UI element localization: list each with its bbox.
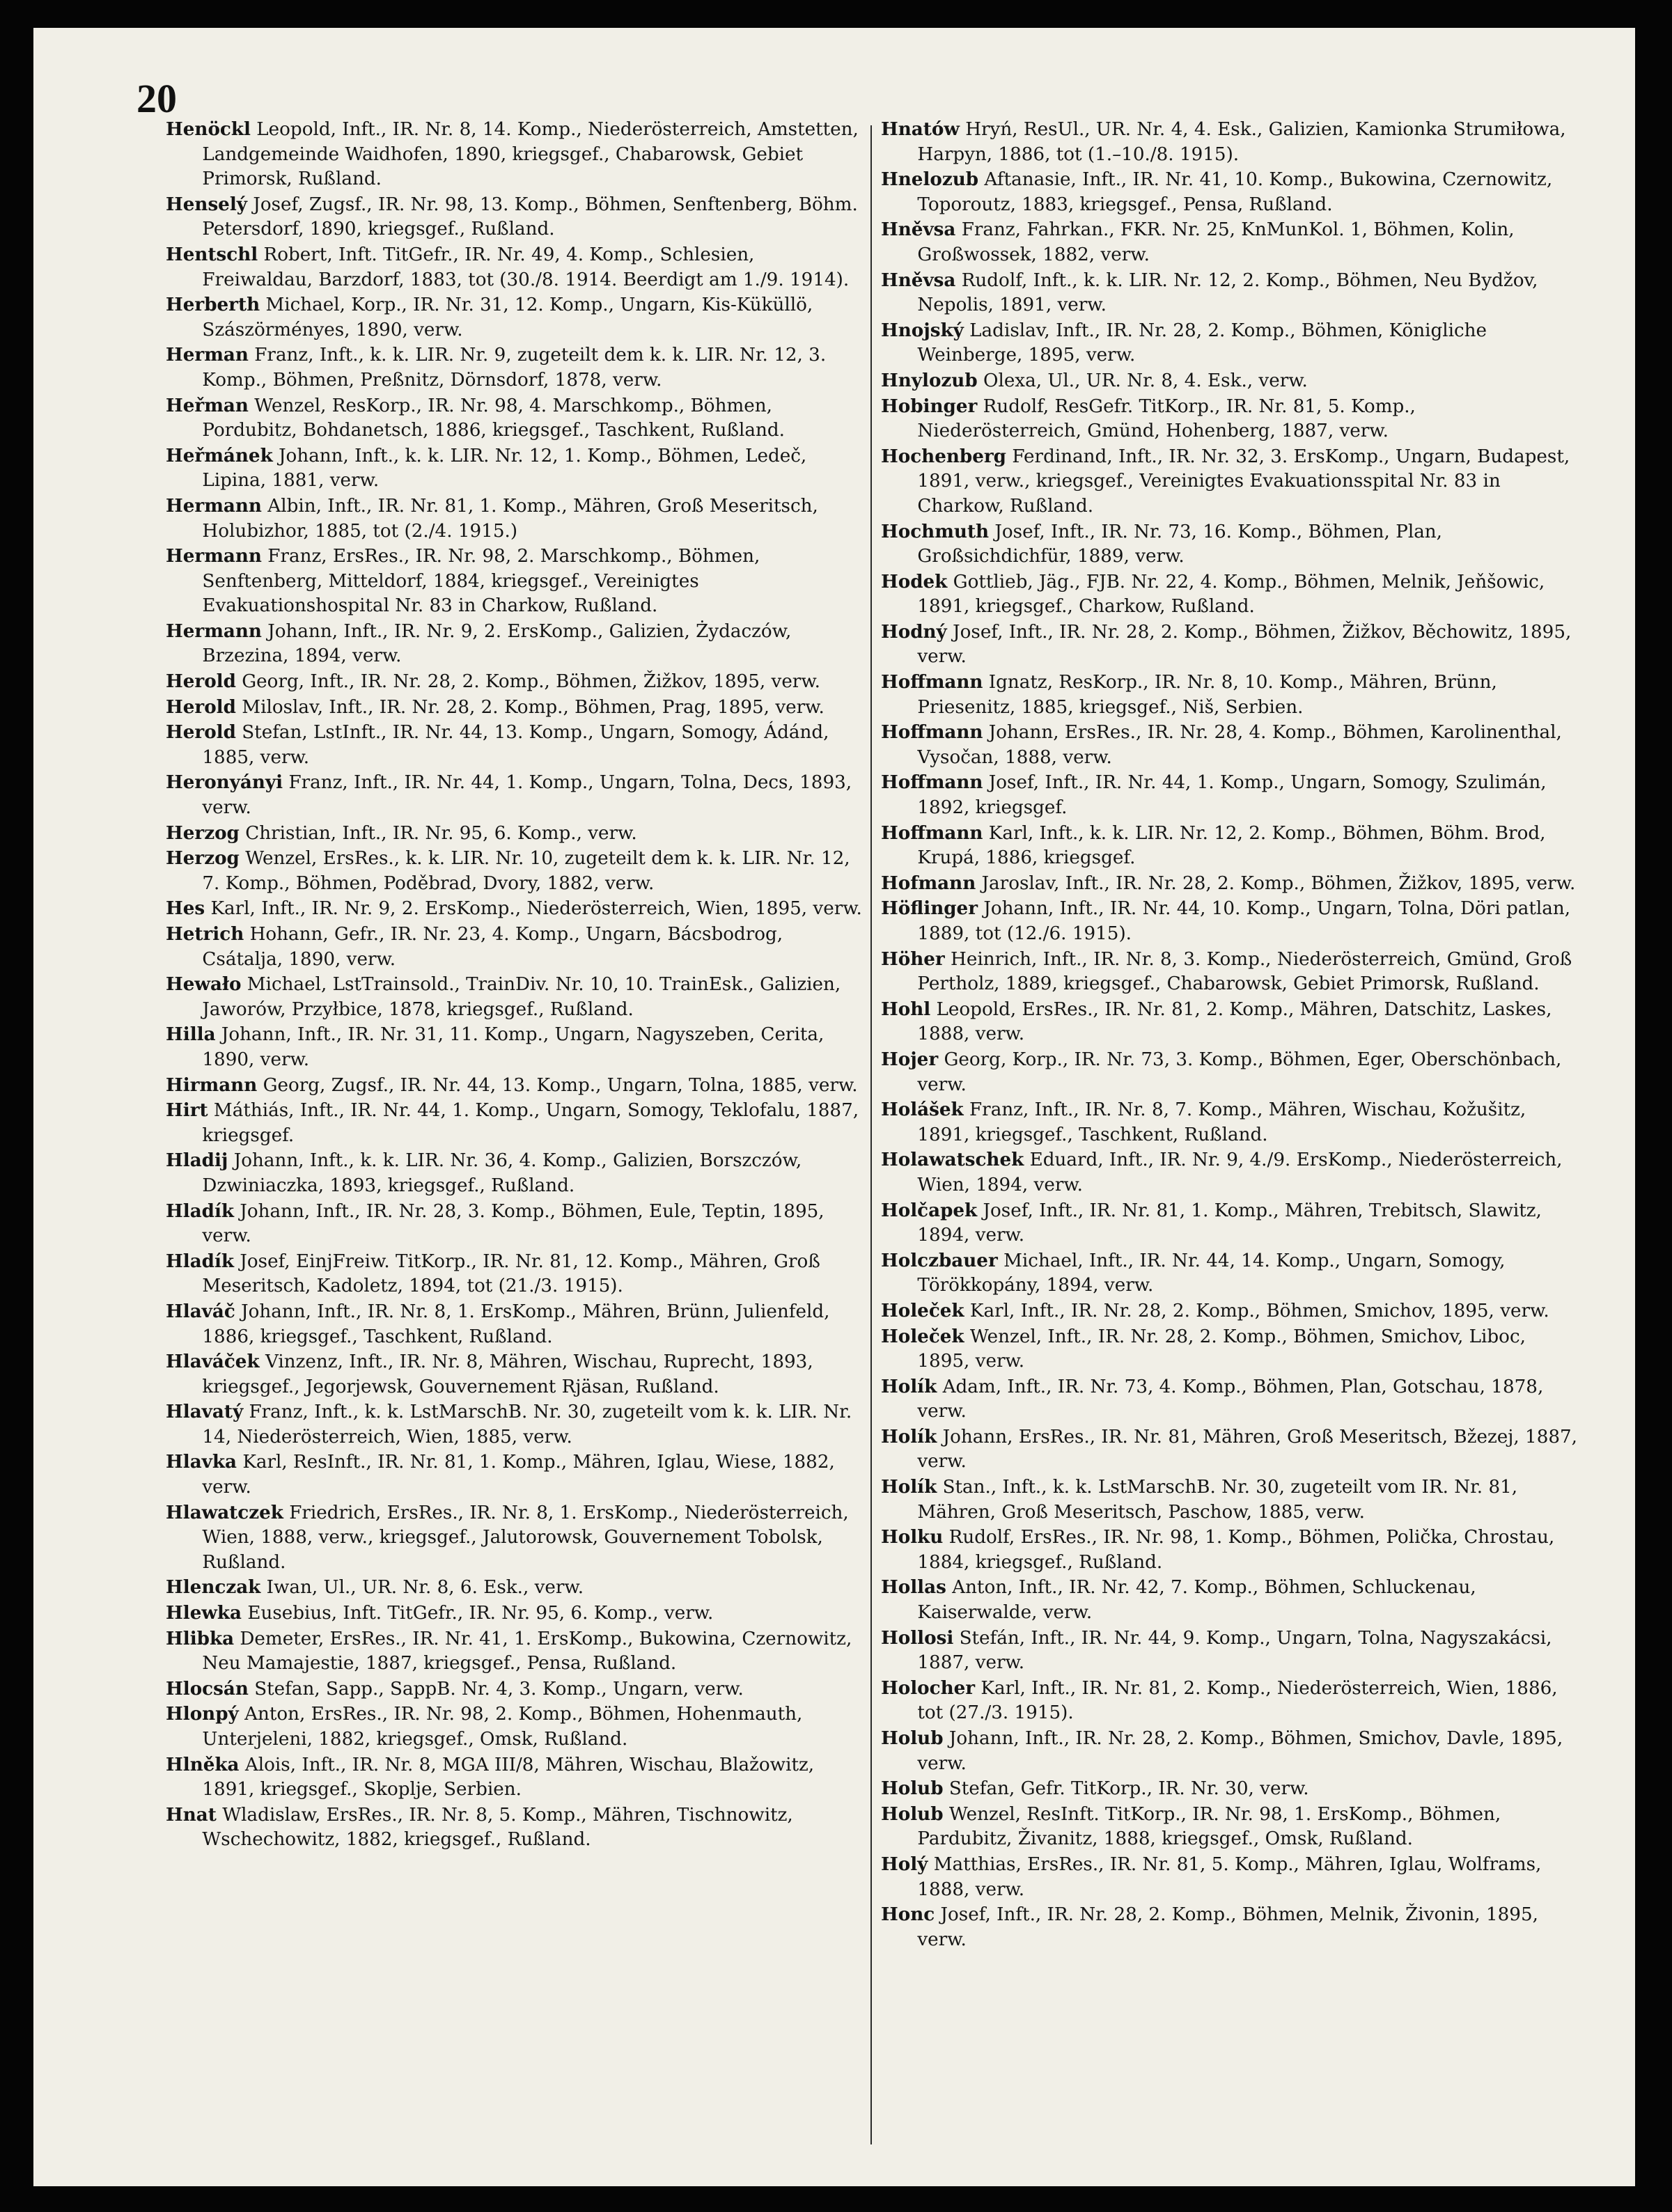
- entry-details: Friedrich, ErsRes., IR. Nr. 8, 1. ErsKomp., Niederösterreich, Wien, 1888, verw., kriegsgef., Jalutorowsk, Gouvernement Tobolsk, Rußland.: [202, 1502, 849, 1573]
- entry-details: Josef, Zugsf., IR. Nr. 98, 13. Komp., Böhmen, Senftenberg, Böhm. Petersdorf, 1890, kriegsgef., Rußland.: [202, 194, 858, 240]
- entry: [881, 1047, 1581, 1097]
- entry-surname: Hermann: [166, 620, 262, 642]
- entry-surname: Hirt: [166, 1099, 208, 1122]
- entry: [881, 620, 1581, 670]
- entry: [881, 1097, 1581, 1147]
- entry: [166, 1249, 866, 1299]
- entry: [881, 167, 1581, 217]
- entry: [881, 720, 1581, 770]
- entry-surname: Holczbauer: [881, 1249, 998, 1271]
- entry: [166, 494, 866, 544]
- entry: [881, 1324, 1581, 1374]
- entry-surname: Holík: [881, 1375, 937, 1397]
- entry: [881, 1374, 1581, 1425]
- entry-details: Ferdinand, Inft., IR. Nr. 32, 3. ErsKomp., Ungarn, Budapest, 1891, verw., kriegsgef., Vereinigtes Evakuationsspital Nr. 83 in Charkow, Rußland.: [917, 446, 1570, 517]
- entry: [881, 1852, 1581, 1902]
- entry: [881, 394, 1581, 444]
- entry-surname: Hodný: [881, 620, 947, 643]
- entry-details: Karl, Inft., IR. Nr. 9, 2. ErsKomp., Niederösterreich, Wien, 1895, verw.: [210, 898, 862, 920]
- entry: [881, 1575, 1581, 1625]
- entry-details: Máthiás, Inft., IR. Nr. 44, 1. Komp., Ungarn, Somogy, Teklofalu, 1887, kriegsgef.: [202, 1100, 859, 1146]
- entry: [166, 343, 866, 393]
- entry-surname: Hilla: [166, 1023, 216, 1046]
- entry-details: Karl, Inft., k. k. LIR. Nr. 12, 2. Komp., Böhmen, Böhm. Brod, Krupá, 1886, kriegsgef.: [917, 822, 1546, 869]
- entry: [166, 896, 866, 922]
- entry-details: Iwan, Ul., UR. Nr. 8, 6. Esk., verw.: [266, 1577, 584, 1599]
- entry: [166, 242, 866, 292]
- entry: [166, 1022, 866, 1072]
- entry-details: Josef, Inft., IR. Nr. 28, 2. Komp., Böhmen, Melnik, Živonin, 1895, verw.: [917, 1904, 1538, 1950]
- entry-details: Johann, Inft., IR. Nr. 9, 2. ErsKomp., Galizien, Żydaczów, Brzezina, 1894, verw.: [202, 620, 792, 667]
- entry: [166, 770, 866, 820]
- entry-surname: Hohl: [881, 998, 931, 1020]
- entry-details: Demeter, ErsRes., IR. Nr. 41, 1. ErsKomp., Bukowina, Czernowitz, Neu Mamajestie, 1887, kriegsgef., Pensa, Rußland.: [202, 1628, 852, 1674]
- entry-details: Rudolf, Inft., k. k. LIR. Nr. 12, 2. Komp., Böhmen, Neu Bydžov, Nepolis, 1891, verw.: [917, 269, 1538, 316]
- entry-details: Olexa, Ul., UR. Nr. 8, 4. Esk., verw.: [983, 370, 1308, 391]
- entry-surname: Holčapek: [881, 1199, 978, 1221]
- entry: [881, 1676, 1581, 1726]
- entry-surname: Holub: [881, 1727, 944, 1749]
- entry-details: Johann, ErsRes., IR. Nr. 81, Mähren, Groß Meseritsch, Bžezej, 1887, verw.: [917, 1426, 1578, 1473]
- entry: [881, 318, 1581, 368]
- entry-surname: Herzog: [166, 847, 240, 870]
- entry-details: Michael, Korp., IR. Nr. 31, 12. Komp., Ungarn, Kis-Küküllö, Szászörményes, 1890, verw.: [202, 295, 813, 340]
- entry-details: Stefan, Gefr. TitKorp., IR. Nr. 30, verw.: [948, 1778, 1309, 1800]
- entry: [881, 1299, 1581, 1324]
- entry-surname: Hollosi: [881, 1626, 954, 1649]
- entry: [166, 972, 866, 1022]
- entry-details: Ladislav, Inft., IR. Nr. 28, 2. Komp., Böhmen, Königliche Weinberge, 1895, verw.: [917, 320, 1487, 366]
- entry-surname: Holawatschek: [881, 1149, 1024, 1171]
- entry-details: Josef, Inft., IR. Nr. 81, 1. Komp., Mähren, Trebitsch, Slawitz, 1894, verw.: [917, 1200, 1542, 1246]
- entry-details: Eduard, Inft., IR. Nr. 9, 4./9. ErsKomp., Niederösterreich, Wien, 1894, verw.: [917, 1150, 1563, 1195]
- entry-surname: Hlaváček: [166, 1351, 260, 1373]
- entry-surname: Hněvsa: [881, 269, 956, 291]
- entry: [166, 1626, 866, 1677]
- entry-details: Anton, Inft., IR. Nr. 42, 7. Komp., Böhmen, Schluckenau, Kaiserwalde, verw.: [917, 1577, 1476, 1624]
- entry: [881, 896, 1581, 946]
- entry-details: Jaroslav, Inft., IR. Nr. 28, 2. Komp., Böhmen, Žižkov, 1895, verw.: [981, 872, 1576, 894]
- entry-details: Johann, Inft., k. k. LIR. Nr. 12, 1. Komp., Böhmen, Ledeč, Lipina, 1881, verw.: [202, 445, 807, 492]
- entry-surname: Hlavka: [166, 1451, 237, 1473]
- entry-details: Karl, Inft., IR. Nr. 28, 2. Komp., Böhmen, Smichov, 1895, verw.: [969, 1300, 1549, 1321]
- entry: [881, 519, 1581, 570]
- entry-surname: Holeček: [881, 1325, 964, 1347]
- entry-details: Matthias, ErsRes., IR. Nr. 81, 5. Komp., Mähren, Iglau, Wolframs, 1888, verw.: [917, 1853, 1542, 1900]
- column-divider: [870, 125, 872, 2144]
- entry: [881, 570, 1581, 620]
- entry: [881, 821, 1581, 871]
- entry: [166, 1752, 866, 1803]
- entry: [166, 619, 866, 669]
- entry-details: Josef, EinjFreiw. TitKorp., IR. Nr. 81, 12. Komp., Mähren, Groß Meseritsch, Kadoletz, 1894, tot (21./3. 1915).: [202, 1250, 820, 1297]
- entry: [881, 117, 1581, 167]
- entry-surname: Hochmuth: [881, 520, 990, 542]
- entry-surname: Hojer: [881, 1048, 939, 1070]
- entry-details: Wenzel, ResKorp., IR. Nr. 98, 4. Marschkomp., Böhmen, Pordubitz, Bohdanetsch, 1886, kriegsgef., Taschkent, Rußland.: [202, 395, 785, 441]
- entry-surname: Hermann: [166, 494, 262, 517]
- entry-surname: Hnylozub: [881, 369, 978, 391]
- entry-surname: Herold: [166, 670, 236, 693]
- entry-details: Hohann, Gefr., IR. Nr. 23, 4. Komp., Ungarn, Bácsbodrog, Csátalja, 1890, verw.: [202, 924, 783, 970]
- entry-surname: Holub: [881, 1778, 944, 1800]
- entry-details: Stefan, Sapp., SappB. Nr. 4, 3. Komp., Ungarn, verw.: [254, 1678, 744, 1700]
- entry-details: Gottlieb, Jäg., FJB. Nr. 22, 4. Komp., Böhmen, Melnik, Jeňšowic, 1891, kriegsgef., Charkow, Rußland.: [917, 571, 1545, 618]
- entry-details: Michael, Inft., IR. Nr. 44, 14. Komp., Ungarn, Somogy, Törökkopány, 1894, verw.: [917, 1250, 1506, 1296]
- entry: [166, 669, 866, 695]
- entry-details: Josef, Inft., IR. Nr. 28, 2. Komp., Böhmen, Žižkov, Běchowitz, 1895, verw.: [917, 621, 1572, 668]
- entry: [881, 1802, 1581, 1852]
- entry-details: Georg, Korp., IR. Nr. 73, 3. Komp., Böhmen, Eger, Oberschönbach, verw.: [917, 1049, 1562, 1095]
- entry-surname: Herold: [166, 721, 236, 744]
- entry: [166, 1575, 866, 1601]
- entry-surname: Höher: [881, 948, 945, 970]
- entry-surname: Hlibka: [166, 1627, 235, 1649]
- entry-surname: Hoffmann: [881, 721, 983, 744]
- entry: [881, 1902, 1581, 1952]
- entry-details: Karl, ResInft., IR. Nr. 81, 1. Komp., Mähren, Iglau, Wiese, 1882, verw.: [202, 1452, 835, 1498]
- entry-surname: Hoffmann: [881, 671, 983, 693]
- entry-details: Johann, Inft., IR. Nr. 28, 2. Komp., Böhmen, Smichov, Davle, 1895, verw.: [917, 1728, 1563, 1774]
- entry: [166, 544, 866, 619]
- entry: [166, 444, 866, 494]
- entry-surname: Henselý: [166, 193, 248, 215]
- entry-surname: Hlaváč: [166, 1300, 235, 1322]
- entry-surname: Hlavatý: [166, 1401, 244, 1423]
- entry: [166, 1349, 866, 1399]
- entry-surname: Hladík: [166, 1250, 235, 1272]
- left-column: [166, 117, 866, 1853]
- entry-details: Eusebius, Inft. TitGefr., IR. Nr. 95, 6. Komp., verw.: [247, 1603, 714, 1624]
- entry-surname: Hirmann: [166, 1074, 258, 1096]
- entry-surname: Hnojský: [881, 319, 964, 341]
- entry-surname: Herold: [166, 696, 236, 718]
- entry-surname: Hofmann: [881, 872, 976, 894]
- entry: [166, 695, 866, 721]
- entry-surname: Holku: [881, 1526, 944, 1548]
- entry: [166, 393, 866, 444]
- entry: [881, 1776, 1581, 1802]
- entry: [166, 117, 866, 192]
- entry: [166, 1677, 866, 1702]
- entry: [166, 1399, 866, 1450]
- entry-surname: Hes: [166, 897, 205, 920]
- entry-details: Michael, LstTrainsold., TrainDiv. Nr. 10, 10. TrainEsk., Galizien, Jaworów, Przyłbice, 1878, kriegsgef., Rußland.: [202, 974, 841, 1020]
- entry-surname: Hlonpý: [166, 1703, 239, 1725]
- entry-surname: Holík: [881, 1476, 937, 1498]
- entry-surname: Holášek: [881, 1099, 964, 1121]
- entry-details: Franz, Inft., IR. Nr. 8, 7. Komp., Mähren, Wischau, Kožušitz, 1891, kriegsgef., Taschkent, Rußland.: [917, 1099, 1526, 1145]
- entry-surname: Hentschl: [166, 243, 258, 265]
- entry-surname: Hodek: [881, 570, 948, 593]
- entry-surname: Höflinger: [881, 897, 978, 920]
- entry-details: Stefan, LstInft., IR. Nr. 44, 13. Komp., Ungarn, Somogy, Ádánd, 1885, verw.: [202, 722, 829, 768]
- entry: [881, 1198, 1581, 1248]
- entry-surname: Hochenberg: [881, 445, 1006, 467]
- entry-surname: Hlněka: [166, 1753, 240, 1775]
- entry-surname: Heřmánek: [166, 444, 273, 466]
- entry-details: Robert, Inft. TitGefr., IR. Nr. 49, 4. Komp., Schlesien, Freiwaldau, Barzdorf, 1883, tot (30./8. 1914. Beerdigt am 1./9. 1914).: [202, 244, 850, 290]
- entry-surname: Holeček: [881, 1299, 964, 1321]
- entry: [881, 770, 1581, 820]
- entry-surname: Holub: [881, 1803, 944, 1825]
- entry-surname: Hladij: [166, 1150, 228, 1172]
- entry-details: Josef, Inft., IR. Nr. 73, 16. Komp., Böhmen, Plan, Großsichdichfür, 1889, verw.: [917, 521, 1442, 567]
- entry-details: Albin, Inft., IR. Nr. 81, 1. Komp., Mähren, Groß Meseritsch, Holubizhor, 1885, tot (2./4. 1915.): [202, 495, 818, 542]
- entry-surname: Hněvsa: [881, 219, 956, 241]
- entry: [881, 1475, 1581, 1525]
- entry: [166, 720, 866, 770]
- entry-details: Rudolf, ResGefr. TitKorp., IR. Nr. 81, 5. Komp., Niederösterreich, Gmünd, Hohenberg, 1887, verw.: [917, 395, 1416, 442]
- entry-surname: Henöckl: [166, 118, 251, 140]
- entry-details: Johann, Inft., k. k. LIR. Nr. 36, 4. Komp., Galizien, Borszczów, Dzwiniaczka, 1893, kriegsgef., Rußland.: [202, 1150, 802, 1196]
- entry: [881, 217, 1581, 267]
- entry-details: Georg, Zugsf., IR. Nr. 44, 13. Komp., Ungarn, Tolna, 1885, verw.: [263, 1074, 858, 1096]
- entry-surname: Heronyányi: [166, 771, 283, 794]
- entry-surname: Holý: [881, 1853, 928, 1875]
- entry-surname: Honc: [881, 1904, 935, 1926]
- entry: [166, 1601, 866, 1626]
- entry-details: Johann, Inft., IR. Nr. 44, 10. Komp., Ungarn, Tolna, Döri patlan, 1889, tot (12./6. 1915).: [917, 898, 1571, 944]
- entry-details: Wenzel, ResInft. TitKorp., IR. Nr. 98, 1. ErsKomp., Böhmen, Pardubitz, Živanitz, 1888, kriegsgef., Omsk, Rußland.: [917, 1803, 1501, 1850]
- entry: [881, 444, 1581, 519]
- entry: [166, 1803, 866, 1853]
- entry-details: Leopold, ErsRes., IR. Nr. 81, 2. Komp., Mähren, Datschitz, Laskes, 1888, verw.: [917, 998, 1552, 1045]
- entry: [881, 1425, 1581, 1475]
- entry-details: Rudolf, ErsRes., IR. Nr. 98, 1. Komp., Böhmen, Polička, Chrostau, 1884, kriegsgef., Rußland.: [917, 1527, 1555, 1573]
- entry: [881, 1525, 1581, 1575]
- entry: [166, 1148, 866, 1198]
- entry-surname: Holík: [881, 1425, 937, 1448]
- entry: [881, 1626, 1581, 1676]
- entry-surname: Hoffmann: [881, 771, 983, 794]
- entry-surname: Hobinger: [881, 395, 978, 417]
- entry-details: Miloslav, Inft., IR. Nr. 28, 2. Komp., Böhmen, Prag, 1895, verw.: [242, 696, 825, 718]
- entry: [166, 1450, 866, 1500]
- entry: [166, 1500, 866, 1576]
- entry-surname: Herman: [166, 344, 249, 366]
- entry-surname: Holocher: [881, 1677, 976, 1699]
- page-number: 20: [136, 76, 177, 121]
- entry-surname: Hnatów: [881, 118, 960, 140]
- entry: [881, 871, 1581, 897]
- entry: [166, 1702, 866, 1752]
- entry: [166, 292, 866, 343]
- entry-details: Johann, ErsRes., IR. Nr. 28, 4. Komp., Böhmen, Karolinenthal, Vysočan, 1888, verw.: [917, 722, 1562, 768]
- entry: [166, 1073, 866, 1099]
- entry-surname: Hladík: [166, 1200, 235, 1222]
- entry-details: Johann, Inft., IR. Nr. 8, 1. ErsKomp., Mähren, Brünn, Julienfeld, 1886, kriegsgef., Taschkent, Rußland.: [202, 1301, 830, 1347]
- entry-details: Christian, Inft., IR. Nr. 95, 6. Komp., verw.: [245, 822, 637, 844]
- entry: [881, 368, 1581, 394]
- entry: [166, 1299, 866, 1349]
- entry-details: Karl, Inft., IR. Nr. 81, 2. Komp., Niederösterreich, Wien, 1886, tot (27./3. 1915).: [917, 1677, 1558, 1724]
- right-column: [881, 117, 1581, 1952]
- entry-details: Franz, Inft., k. k. LIR. Nr. 9, zugeteilt dem k. k. LIR. Nr. 12, 3. Komp., Böhmen, Preßnitz, Dörnsdorf, 1878, verw.: [202, 345, 827, 391]
- entry-details: Adam, Inft., IR. Nr. 73, 4. Komp., Böhmen, Plan, Gotschau, 1878, verw.: [917, 1376, 1544, 1422]
- entry-details: Heinrich, Inft., IR. Nr. 8, 3. Komp., Niederösterreich, Gmünd, Groß Pertholz, 1889, kriegsgef., Chabarowsk, Gebiet Primorsk, Rußland.: [917, 948, 1572, 995]
- entry: [881, 670, 1581, 720]
- entry-details: Franz, Inft., IR. Nr. 44, 1. Komp., Ungarn, Tolna, Decs, 1893, verw.: [202, 772, 852, 819]
- entry: [166, 1098, 866, 1148]
- entry-surname: Hollas: [881, 1576, 946, 1599]
- entry-details: Franz, ErsRes., IR. Nr. 98, 2. Marschkomp., Böhmen, Senftenberg, Mitteldorf, 1884, kriegsgef., Vereinigtes Evakuationshospital Nr. 83 in Charkow, Rußland.: [202, 546, 760, 617]
- entry-surname: Herberth: [166, 294, 260, 316]
- entry-surname: Hermann: [166, 545, 262, 567]
- entry: [166, 922, 866, 972]
- entry: [881, 1147, 1581, 1198]
- entry-details: Alois, Inft., IR. Nr. 8, MGA III/8, Mähren, Wischau, Blažowitz, 1891, kriegsgef., Skoplje, Serbien.: [202, 1754, 815, 1801]
- entry: [166, 821, 866, 847]
- entry-surname: Hewało: [166, 973, 242, 996]
- entry-details: Franz, Inft., k. k. LstMarschB. Nr. 30, zugeteilt vom k. k. LIR. Nr. 14, Niederösterreich, Wien, 1885, verw.: [202, 1402, 852, 1448]
- entry-details: Stefán, Inft., IR. Nr. 44, 9. Komp., Ungarn, Tolna, Nagyszakácsi, 1887, verw.: [917, 1627, 1552, 1674]
- entry-details: Aftanasie, Inft., IR. Nr. 41, 10. Komp., Bukowina, Czernowitz, Toporoutz, 1883, kriegsgef., Pensa, Rußland.: [917, 169, 1553, 215]
- entry-details: Josef, Inft., IR. Nr. 44, 1. Komp., Ungarn, Somogy, Szulimán, 1892, kriegsgef.: [917, 772, 1547, 819]
- entry-details: Wenzel, Inft., IR. Nr. 28, 2. Komp., Böhmen, Smichov, Liboc, 1895, verw.: [917, 1326, 1526, 1372]
- entry-details: Ignatz, ResKorp., IR. Nr. 8, 10. Komp., Mähren, Brünn, Priesenitz, 1885, kriegsgef., Niš, Serbien.: [917, 672, 1497, 718]
- entry-surname: Heřman: [166, 394, 249, 416]
- entry-details: Franz, Fahrkan., FKR. Nr. 25, KnMunKol. 1, Böhmen, Kolin, Großwossek, 1882, verw.: [917, 219, 1515, 265]
- entry-surname: Hlawatczek: [166, 1501, 283, 1523]
- entry: [881, 1248, 1581, 1299]
- entry: [166, 1199, 866, 1249]
- entry-details: Johann, Inft., IR. Nr. 28, 3. Komp., Böhmen, Eule, Teptin, 1895, verw.: [202, 1200, 825, 1247]
- entry-details: Hryń, ResUl., UR. Nr. 4, 4. Esk., Galizien, Kamionka Strumiłowa, Harpyn, 1886, tot (1.–10./8. 1915).: [917, 119, 1566, 165]
- entry: [166, 192, 866, 242]
- entry-surname: Hetrich: [166, 923, 244, 945]
- entry: [881, 997, 1581, 1047]
- entry-surname: Hnat: [166, 1803, 217, 1826]
- entry-surname: Hlocsán: [166, 1677, 249, 1700]
- entry: [166, 846, 866, 896]
- entry-surname: Hlenczak: [166, 1576, 261, 1599]
- entry-surname: Hlewka: [166, 1602, 242, 1624]
- entry-details: Vinzenz, Inft., IR. Nr. 8, Mähren, Wischau, Ruprecht, 1893, kriegsgef., Jegorjewsk, Gouvernement Rjäsan, Rußland.: [202, 1351, 813, 1397]
- entry-details: Wenzel, ErsRes., k. k. LIR. Nr. 10, zugeteilt dem k. k. LIR. Nr. 12, 7. Komp., Böhmen, Poděbrad, Dvory, 1882, verw.: [202, 848, 850, 894]
- entry-details: Georg, Inft., IR. Nr. 28, 2. Komp., Böhmen, Žižkov, 1895, verw.: [242, 671, 820, 693]
- entry-details: Anton, ErsRes., IR. Nr. 98, 2. Komp., Böhmen, Hohenmauth, Unterjeleni, 1882, kriegsgef., Omsk, Rußland.: [202, 1704, 803, 1750]
- entry-surname: Hoffmann: [881, 822, 983, 844]
- entry-details: Wladislaw, ErsRes., IR. Nr. 8, 5. Komp., Mähren, Tischnowitz, Wschechowitz, 1882, kriegsgef., Rußland.: [202, 1804, 793, 1851]
- entry-details: Leopold, Inft., IR. Nr. 8, 14. Komp., Niederösterreich, Amstetten, Landgemeinde Waidhofen, 1890, kriegsgef., Chabarowsk, Gebiet Primorsk, Rußland.: [202, 119, 859, 190]
- entry: [881, 947, 1581, 997]
- entry-details: Johann, Inft., IR. Nr. 31, 11. Komp., Ungarn, Nagyszeben, Cerita, 1890, verw.: [202, 1024, 825, 1070]
- entry-surname: Hnelozub: [881, 168, 979, 191]
- entry-details: Stan., Inft., k. k. LstMarschB. Nr. 30, zugeteilt vom IR. Nr. 81, Mähren, Groß Meseritsch, Paschow, 1885, verw.: [917, 1477, 1518, 1523]
- entry-surname: Herzog: [166, 822, 240, 844]
- entry: [881, 268, 1581, 318]
- entry: [881, 1726, 1581, 1776]
